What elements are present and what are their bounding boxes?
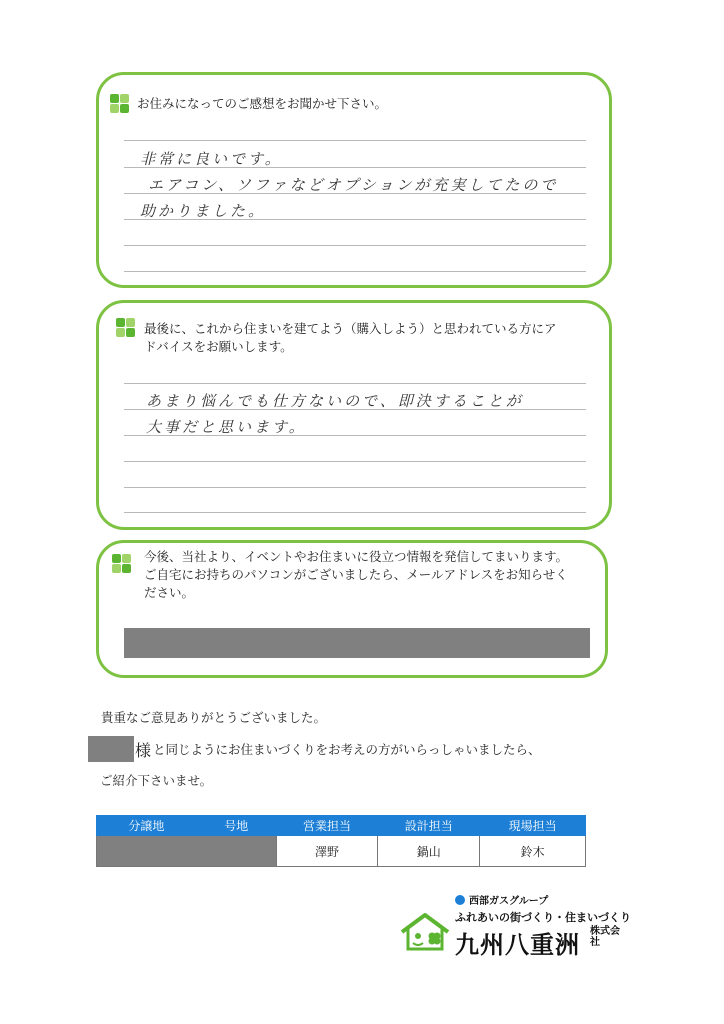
referral-text: と同じようにお住まいづくりをお考えの方がいらっしゃいましたら、 — [153, 742, 541, 757]
group-name-text: 西部ガスグループ — [469, 896, 549, 907]
thanks-text: 貴重なご意見ありがとうございました。 — [101, 710, 327, 725]
site-staff: 鈴木 — [480, 836, 586, 867]
clover-icon — [112, 554, 132, 574]
advice-question: 最後に、これから住まいを建てよう（購入しよう）と思われている方にアドバイスをお願いします。 — [144, 321, 557, 354]
staff-table — [96, 815, 586, 867]
sama-honorific: 様 — [135, 741, 152, 760]
rule-line — [124, 271, 586, 272]
company-suffix: 株式会社 — [590, 926, 620, 948]
clover-icon — [110, 94, 130, 114]
header-sales: 営業担当 — [276, 816, 378, 836]
advice-answer-line: 大事だと思います。 — [146, 418, 307, 436]
header-lot: 分譲地 — [97, 816, 197, 836]
lot-redacted-cell — [97, 836, 277, 867]
impression-question: お住みになってのご感想をお聞かせ下さい。 — [137, 96, 388, 111]
group-name — [455, 892, 548, 907]
rule-line — [124, 487, 586, 488]
house-clover-logo-icon — [398, 912, 452, 952]
rule-line — [124, 140, 586, 141]
sales-staff: 澤野 — [276, 836, 378, 867]
email-request-text: 今後、当社より、イベントやお住まいに役立つ情報を発信してまいります。ご自宅にお持ちのパソコンがございましたら、メールアドレスをお知らせください。 — [144, 549, 569, 600]
clover-icon — [116, 318, 136, 338]
rule-line — [124, 245, 586, 246]
header-site: 現場担当 — [480, 816, 586, 836]
rule-line — [124, 461, 586, 462]
company-name: 九州八重洲 — [455, 931, 580, 959]
impression-answer-line: 非常に良いです。 — [140, 150, 283, 168]
referral-text-2: ご紹介下さいませ。 — [100, 773, 213, 788]
rule-line — [124, 512, 586, 513]
header-lot-number: 号地 — [196, 816, 276, 836]
advice-answer-line: あまり悩んでも仕方ないので、即決することが — [146, 392, 524, 410]
rule-line — [124, 383, 586, 384]
impression-answer-line: 助かりました。 — [140, 202, 267, 220]
gas-group-icon — [455, 895, 465, 905]
email-redacted-field — [124, 628, 590, 658]
company-tagline: ふれあいの街づくり・住まいづくり — [455, 911, 631, 924]
customer-name-redacted — [88, 736, 134, 762]
header-design: 設計担当 — [378, 816, 480, 836]
design-staff: 鍋山 — [378, 836, 480, 867]
impression-answer-line: エアコン、ソファなどオプションが充実してたので — [148, 176, 559, 194]
